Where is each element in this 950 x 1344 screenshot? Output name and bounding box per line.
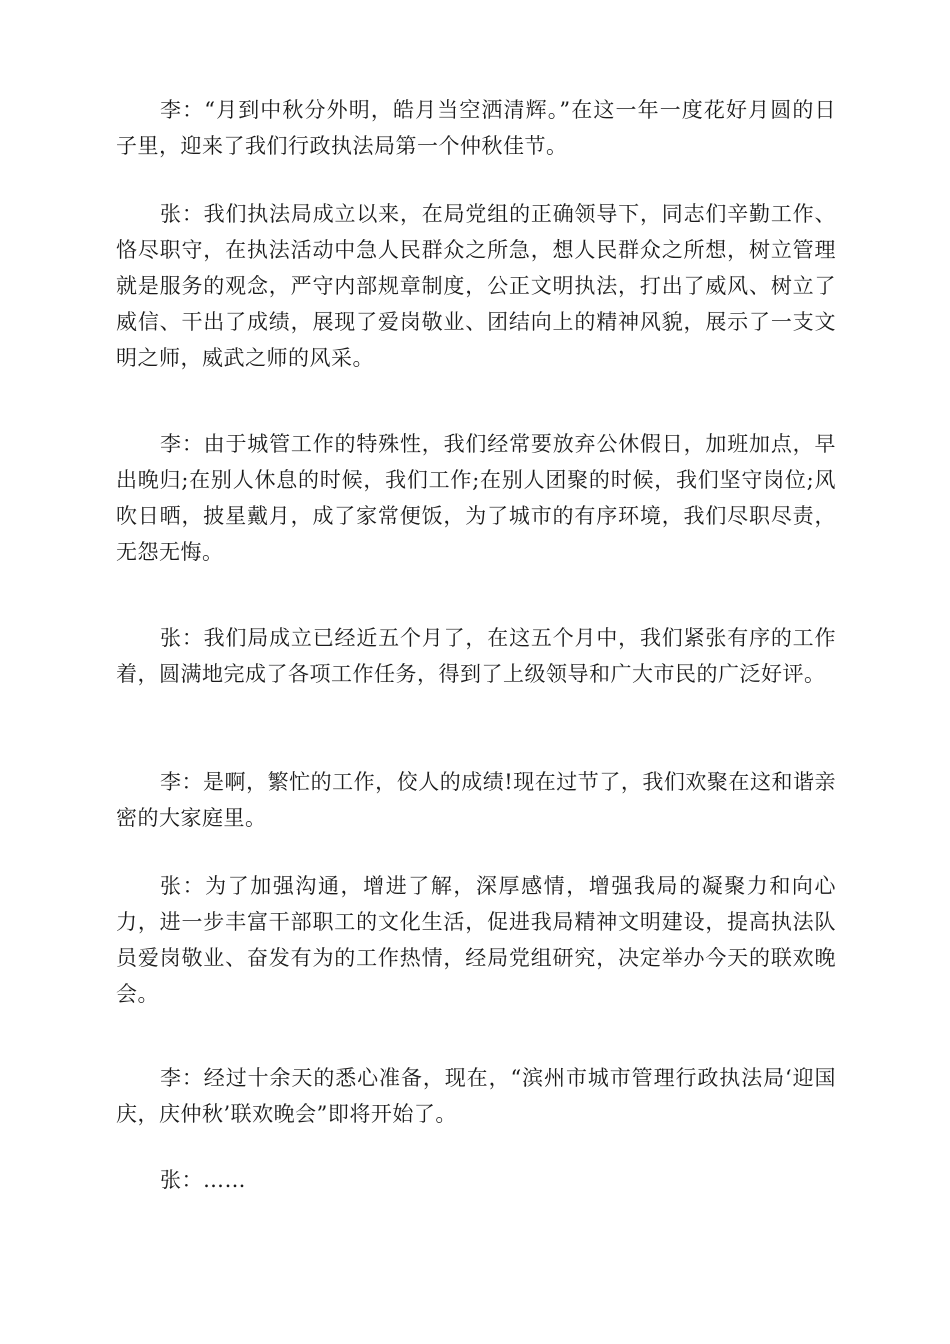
dialogue-paragraph-zhang-1: 张：我们执法局成立以来，在局党组的正确领导下，同志们辛勤工作、恪尽职守，在执法活动中急人民群众之所急，想人民群众之所想，树立管理就是服务的观念，严守内部规章制度，公正文明执法，打出了威风、树立了威信、干出了成绩，展现了爱岗敬业、团结向上的精神风貌，展示了一支文明之师，威武之师的风采。 [116,202,836,370]
dialogue-paragraph-li-3: 李：是啊，繁忙的工作，佼人的成绩!现在过节了，我们欢聚在这和谐亲密的大家庭里。 [116,770,836,830]
dialogue-paragraph-zhang-3: 张：为了加强沟通，增进了解，深厚感情，增强我局的凝聚力和向心力，进一步丰富干部职工的文化生活，促进我局精神文明建设，提高执法队员爱岗敬业、奋发有为的工作热情，经局党组研究，决定举办今天的联欢晚会。 [116,874,836,1006]
dialogue-paragraph-zhang-2: 张：我们局成立已经近五个月了，在这五个月中，我们紧张有序的工作着，圆满地完成了各项工作任务，得到了上级领导和广大市民的广泛好评。 [116,626,836,686]
dialogue-paragraph-zhang-4: 张：…… [160,1168,246,1192]
dialogue-paragraph-li-4: 李：经过十余天的悉心准备，现在，“滨州市城市管理行政执法局‘迎国庆，庆仲秋’联欢晚会”即将开始了。 [116,1066,836,1126]
dialogue-paragraph-li-1: 李：“月到中秋分外明，皓月当空洒清辉。”在这一年一度花好月圆的日子里，迎来了我们行政执法局第一个仲秋佳节。 [116,98,836,158]
dialogue-paragraph-li-2: 李：由于城管工作的特殊性，我们经常要放弃公休假日，加班加点，早出晚归;在别人休息的时候，我们工作;在别人团聚的时候，我们坚守岗位;风吹日晒，披星戴月，成了家常便饭，为了城市的有序环境，我们尽职尽责，无怨无悔。 [116,432,836,564]
